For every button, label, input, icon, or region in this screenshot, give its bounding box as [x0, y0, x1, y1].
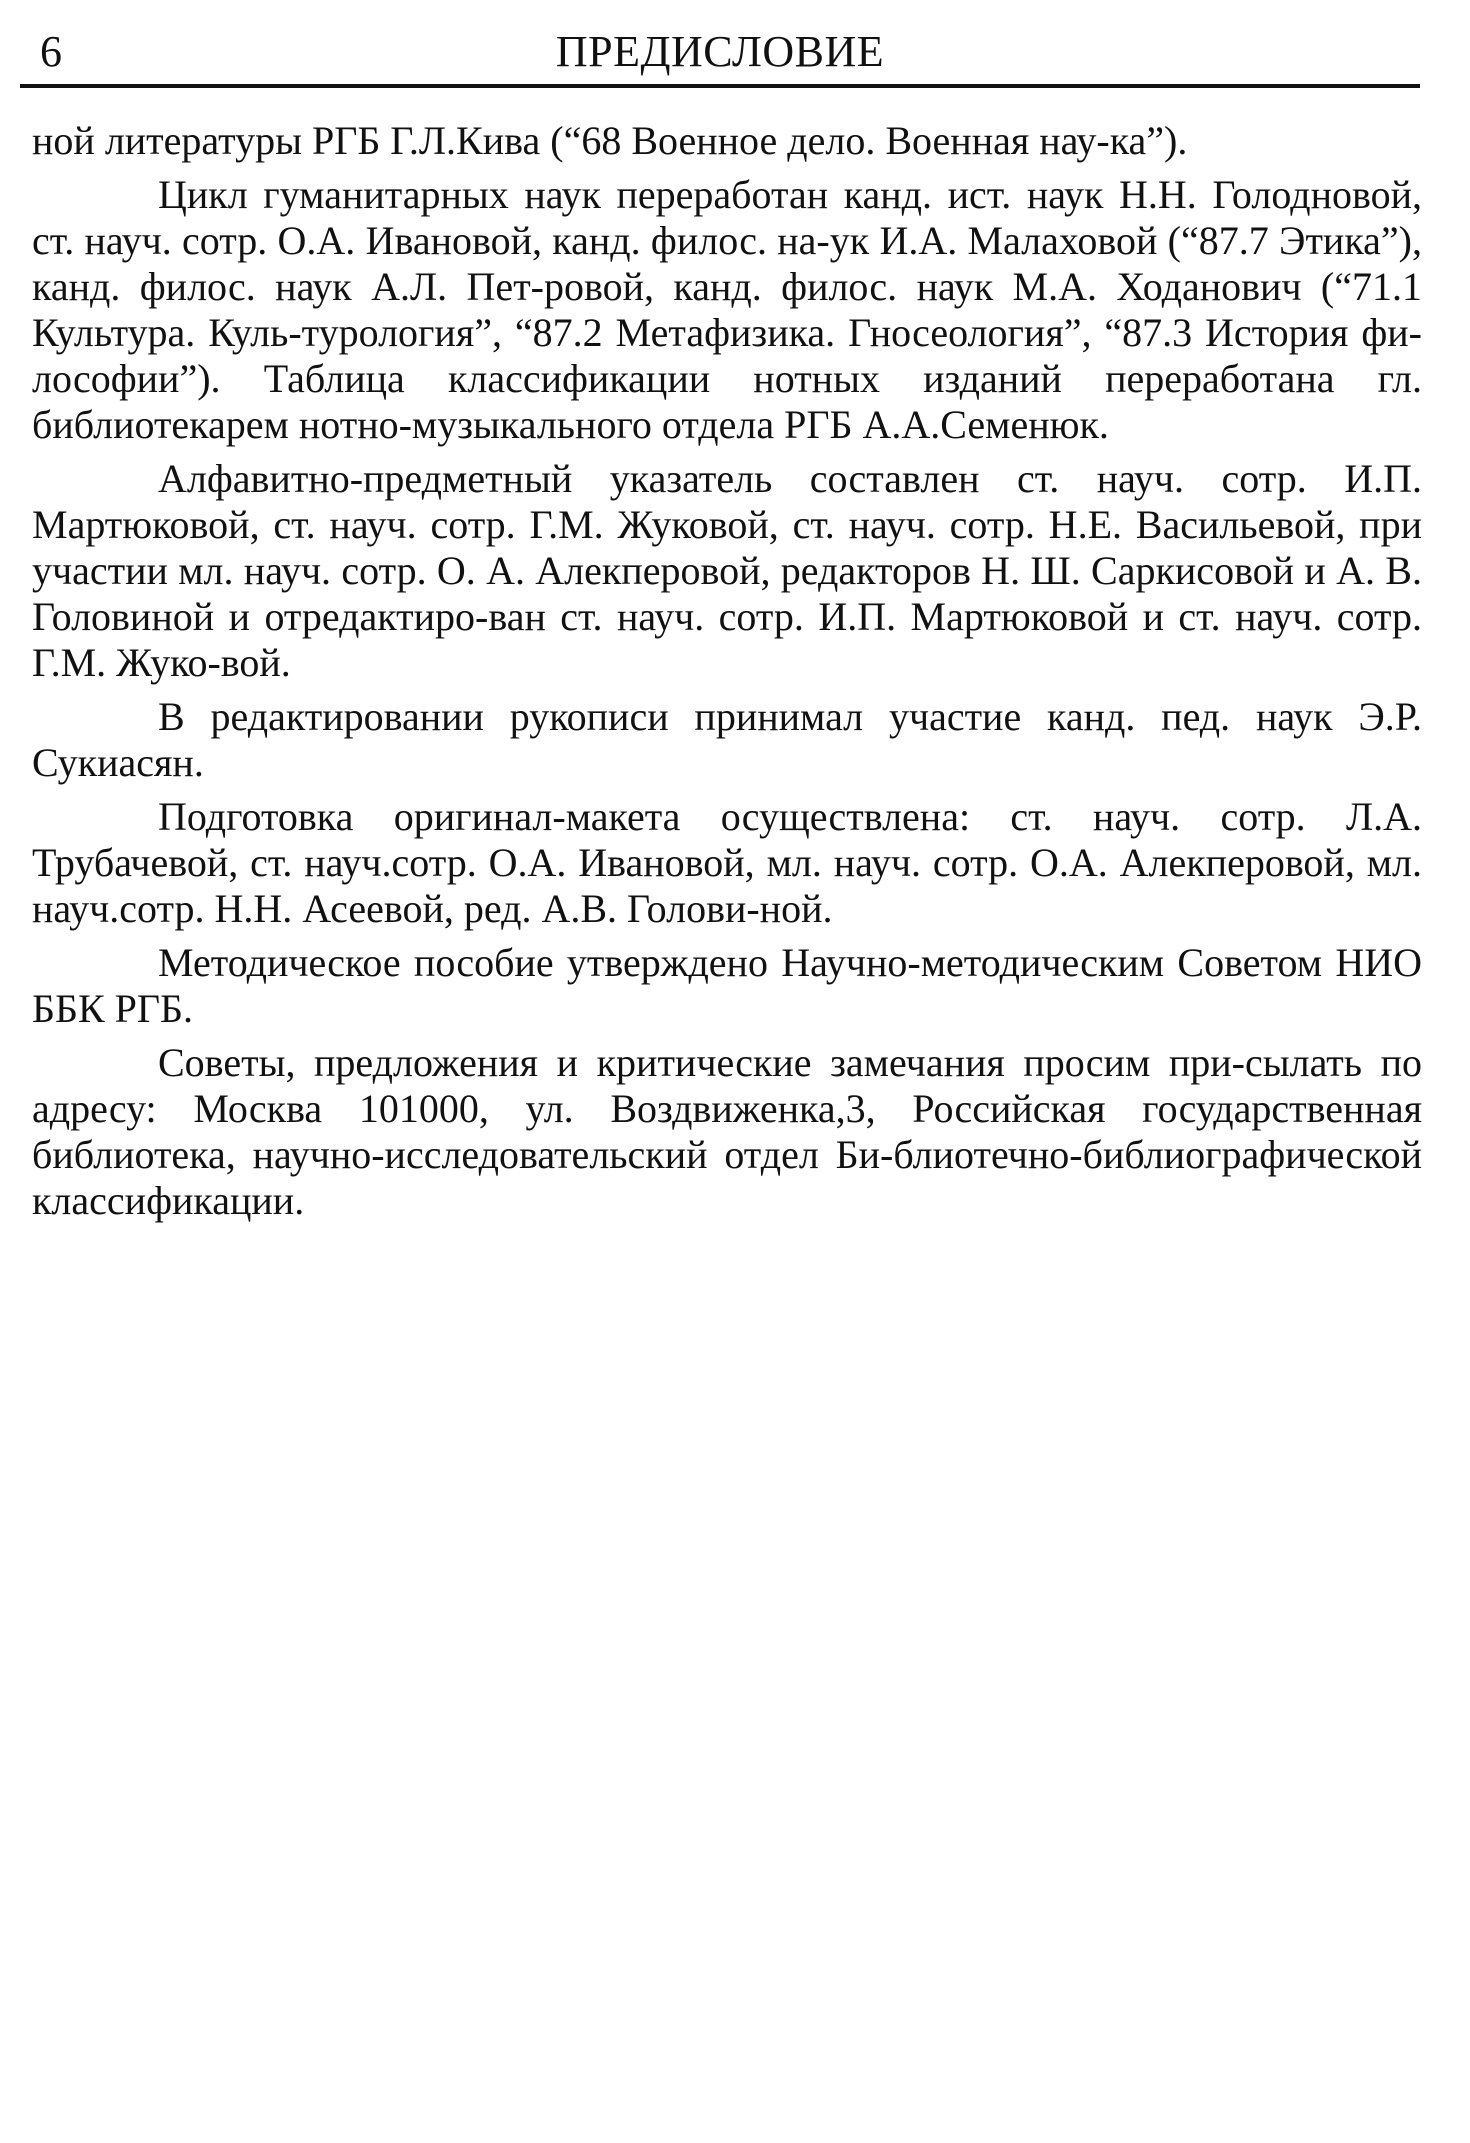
paragraph-editing: В редактировании рукописи принимал участие канд. пед. наук Э.Р. Сукиасян.	[32, 694, 1422, 785]
paragraph-layout-preparation: Подготовка оригинал-макета осуществлена: ст. науч. сотр. Л.А. Трубачевой, ст. науч.сотр. О.А. Ивановой, мл. науч. сотр. О.А. Алекперовой, мл. науч.сотр. Н.Н. Асеевой, ред. А.В. Голови-ной.	[32, 794, 1422, 931]
running-head: ПРЕДИСЛОВИЕ	[555, 27, 885, 76]
paragraph-continuation: ной литературы РГБ Г.Л.Кива (“68 Военное дело. Военная нау-ка”).	[32, 118, 1188, 163]
paragraph-humanities-cycle: Цикл гуманитарных наук переработан канд. ист. наук Н.Н. Голодновой, ст. науч. сотр. О.А. Ивановой, канд. филос. на-ук И.А. Малаховой (“87.7 Этика”), канд. филос. наук А.Л. Пет-ровой, канд. филос. наук М.А. Ходанович (“71.1 Культура. Куль-турология”, “87.2 Метафизика. Гносеология”, “87.3 История фи-лософии”). Таблица классификации нотных изданий переработана гл. библиотекарем нотно-музыкального отдела РГБ А.А.Семенюк.	[32, 172, 1422, 447]
page-header	[20, 18, 1420, 82]
paragraph-contact-address: Советы, предложения и критические замечания просим при-сылать по адресу: Москва 101000, ул. Воздвиженка,3, Российская государственная библиотека, научно-исследовательский отдел Би-блиотечно-библиографической классификации.	[32, 1040, 1422, 1223]
page-number: 6	[40, 27, 62, 76]
paragraph-subject-index: Алфавитно-предметный указатель составлен ст. науч. сотр. И.П. Мартюковой, ст. науч. сотр. Г.М. Жуковой, ст. науч. сотр. Н.Е. Васильевой, при участии мл. науч. сотр. О. А. Алекперовой, редакторов Н. Ш. Саркисовой и А. В. Головиной и отредактиро-ван ст. науч. сотр. И.П. Мартюковой и ст. науч. сотр. Г.М. Жуко-вой.	[32, 456, 1422, 685]
paragraph-approval: Методическое пособие утверждено Научно-методическим Советом НИО ББК РГБ.	[32, 940, 1422, 1031]
header-rule	[20, 84, 1420, 88]
body-text	[32, 118, 1422, 1232]
